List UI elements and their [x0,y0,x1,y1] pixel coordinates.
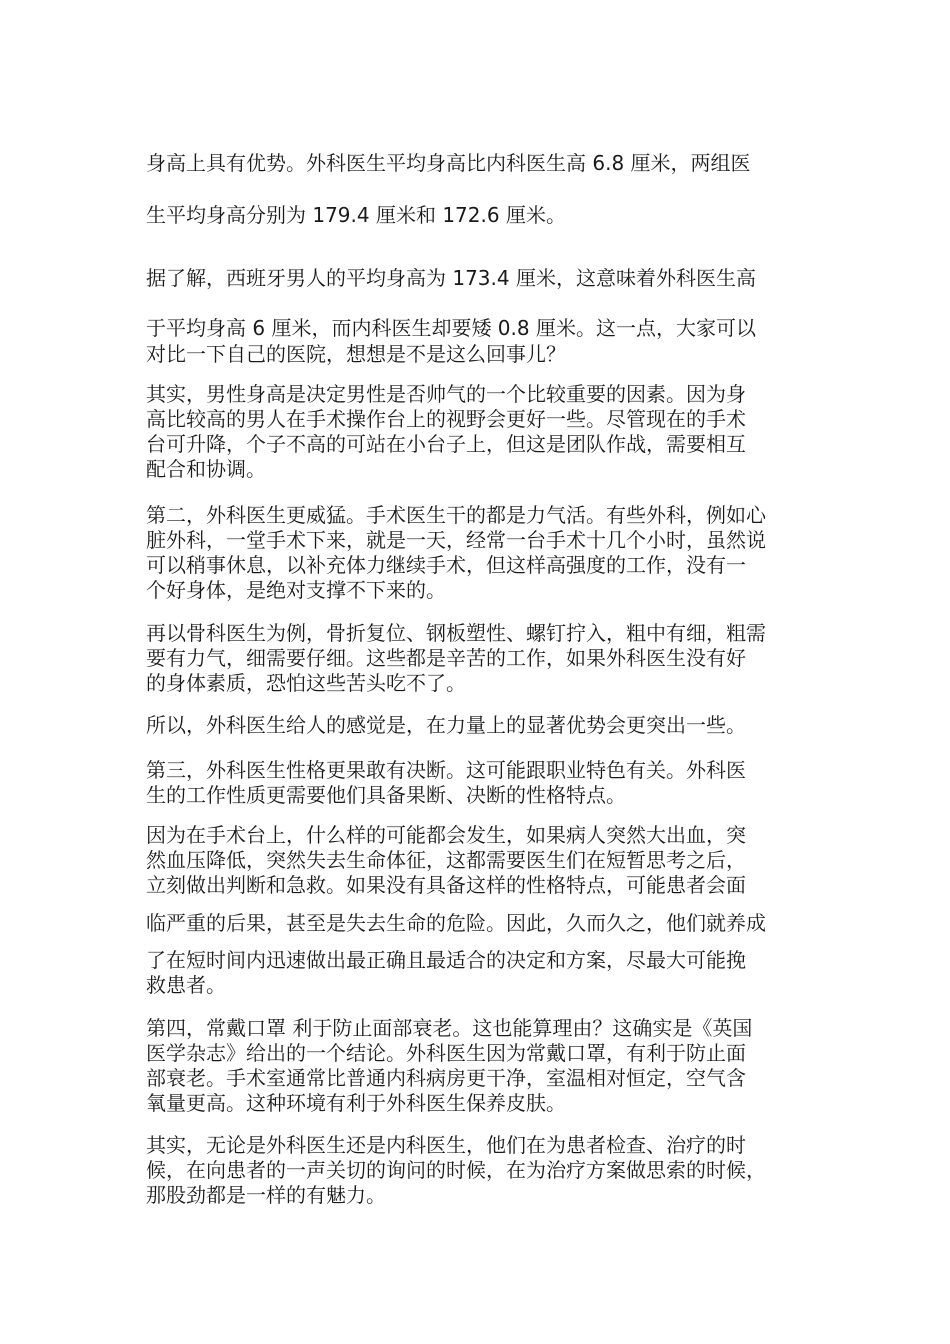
text-line: 那股劲都是一样的有魅力。 [146,1183,386,1207]
text-line: 临严重的后果，甚至是失去生命的危险。因此，久而久之，他们就养成 [146,911,766,935]
text-line: 其实，男性身高是决定男性是否帅气的一个比较重要的因素。因为身 [146,382,746,406]
text-line: 的身体素质，恐怕这些苦头吃不了。 [146,671,466,695]
text-line: 其实，无论是外科医生还是内科医生，他们在为患者检查、治疗的时 [146,1133,746,1157]
text-line: 第四，常戴口罩 利于防止面部衰老。这也能算理由？这确实是《英国 [146,1016,753,1040]
paragraph-consequences [146,911,826,936]
paragraph-third-point [146,758,826,808]
paragraph-decision-habit [146,948,826,998]
paragraph-spain-average-tail [146,342,826,367]
text-line: 候，在向患者的一声关切的询问的时候，在为治疗方案做思索的时候， [146,1158,766,1182]
text-line: 部衰老。手术室通常比普通内科病房更干净，室温相对恒定，空气含 [146,1066,746,1090]
text-line: 个好身体，是绝对支撑不下来的。 [146,578,446,602]
text-line: 要有力气，细需要仔细。这些都是辛苦的工作，如果外科医生没有好 [146,646,746,670]
text-line: 救患者。 [146,973,226,997]
text-line: 配合和协调。 [146,457,266,481]
paragraph-fourth-point [146,1016,826,1116]
text-line: 高比较高的男人在手术操作台上的视野会更好一些。尽管现在的手术 [146,407,746,431]
text-line: 所以，外科医生给人的感觉是，在力量上的显著优势会更突出一些。 [146,713,746,737]
text-line: 生的工作性质更需要他们具备果断、决断的性格特点。 [146,783,626,807]
text-line: 立刻做出判断和急救。如果没有具备这样的性格特点，可能患者会面 [146,873,746,897]
text-line: 再以骨科医生为例，骨折复位、钢板塑性、螺钉拧入，粗中有细，粗需 [146,621,766,645]
text-line: 第二，外科医生更威猛。手术医生干的都是力气活。有些外科，例如心 [146,503,766,527]
text-line: 脏外科，一堂手术下来，就是一天，经常一台手术十几个小时，虽然说 [146,528,766,552]
text-line: 了在短时间内迅速做出最正确且最适合的决定和方案，尽最大可能挽 [146,948,746,972]
text-line: 身高上具有优势。外科医生平均身高比内科医生高 6.8 厘米，两组医 [146,151,751,175]
text-line: 然血压降低，突然失去生命体征，这都需要医生们在短暂思考之后， [146,848,746,872]
paragraph-spain-average [146,253,826,353]
text-line: 可以稍事休息，以补充体力继续手术，但这样高强度的工作，没有一 [146,553,746,577]
paragraph-height-advantage [146,137,826,241]
text-line: 对比一下自己的医院，想想是不是这么回事儿？ [146,342,566,366]
text-line: 医学杂志》给出的一个结论。外科医生因为常戴口罩，有利于防止面 [146,1041,746,1065]
text-line: 据了解，西班牙男人的平均身高为 173.4 厘米，这意味着外科医生高 [146,266,756,290]
paragraph-strength-summary [146,713,826,738]
paragraph-second-point [146,503,826,603]
text-line: 氧量更高。这种环境有利于外科医生保养皮肤。 [146,1091,566,1115]
paragraph-conclusion [146,1133,826,1208]
text-line: 因为在手术台上，什么样的可能都会发生，如果病人突然大出血，突 [146,823,746,847]
text-line: 生平均身高分别为 179.4 厘米和 172.6 厘米。 [146,203,566,227]
paragraph-operating-table [146,823,826,898]
text-line: 第三，外科医生性格更果敢有决断。这可能跟职业特色有关。外科医 [146,758,746,782]
text-line: 于平均身高 6 厘米，而内科医生却要矮 0.8 厘米。这一点，大家可以 [146,316,756,340]
text-line: 台可升降，个子不高的可站在小台子上，但这是团队作战，需要相互 [146,432,746,456]
paragraph-orthopedics [146,621,826,696]
paragraph-height-factor [146,382,826,482]
